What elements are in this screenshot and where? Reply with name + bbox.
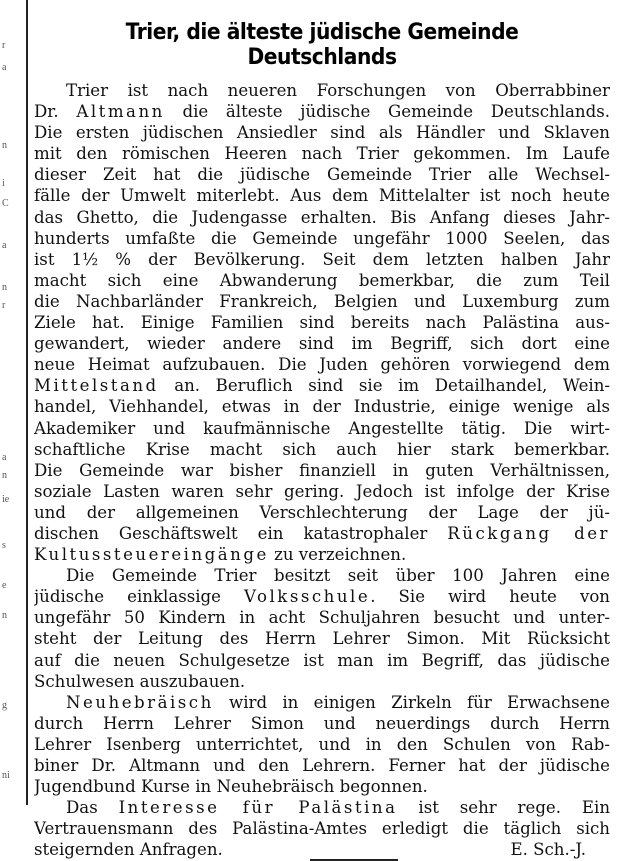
text-line: Schulwesen auszubauen. [34, 671, 246, 691]
text-line: macht sich eine Abwanderung bemerkbar, die zum Teil [34, 270, 610, 290]
text-line: und der allgemeinen Verschlechterung der Lage der jü- [34, 502, 610, 522]
text-line: Lehrer Isenberg unterrichtet, und in den Schulen von Rab- [34, 734, 610, 754]
text-line: fälle der Umwelt miterlebt. Aus dem Mittelalter ist noch heute [34, 186, 610, 206]
spaced-emphasis: Rückgang der [447, 523, 610, 543]
text-line: steht der Leitung des Herrn Lehrer Simon. Mit Rücksicht [34, 629, 610, 649]
text-line: Jugendbund Kurse in Neuhebräisch begonnen. [34, 777, 428, 797]
text-line: auf die neuen Schulgesetze ist man im Begriff, das jüdische [34, 650, 610, 670]
author-signature: E. Sch.-J. [510, 840, 586, 860]
spaced-emphasis: Kultussteuereingänge [34, 545, 269, 565]
column-divider [26, 0, 28, 805]
paragraph [34, 797, 610, 860]
margin-fragment: ie [2, 494, 10, 505]
text-run: an. Beruflich sind sie im Detailhandel, Wein- [158, 376, 610, 396]
text-line: ist 1½ % der Bevölkerung. Seit dem letzten halben Jahr [34, 249, 610, 269]
text-line: Trier ist nach neueren Forschungen von Oberrabbiner [66, 81, 610, 100]
text-line [34, 692, 610, 713]
paragraph [34, 692, 610, 797]
spaced-emphasis: Volksschule [244, 587, 371, 607]
margin-fragment: s [2, 540, 6, 551]
margin-fragment: r [2, 300, 6, 311]
margin-fragment: ni [2, 770, 10, 781]
text-line: dieser Zeit hat die jüdische Gemeinde Trier alle Wechsel- [34, 165, 610, 185]
article-headline: Trier, die älteste jüdische Gemeinde Deutschlands [125, 20, 519, 70]
margin-fragment: C [2, 198, 9, 209]
text-run: ist sehr rege. Ein [397, 798, 610, 818]
text-run: wird in einigen Zirkeln für Erwachsene [213, 692, 610, 712]
text-run: Das [66, 798, 119, 818]
text-line: steigernden Anfragen. [34, 840, 223, 860]
margin-fragment: i [2, 178, 5, 189]
text-line: soziale Lasten waren sehr gering. Jedoch ist infolge der Krise [34, 481, 610, 501]
text-line: Die ersten jüdischen Ansiedler sind als Händler und Sklaven [34, 123, 610, 143]
text-line [34, 101, 610, 122]
spaced-emphasis: Mittelstand [34, 376, 159, 396]
left-margin-fragments [0, 0, 14, 805]
text-line: handel, Viehhandel, etwas in der Industrie, einige wenige als [34, 397, 610, 417]
text-line: hunderts umfaßte die Gemeinde ungefähr 1000 Seelen, das [34, 228, 610, 248]
margin-fragment: e [2, 580, 7, 591]
text-line: Vertrauensmann des Palästina-Amtes erledigt die täglich sich [34, 819, 610, 839]
text-line: durch Herrn Lehrer Simon und neuerdings durch Herrn [34, 713, 610, 733]
text-line: neue Heimat aufzubauen. Die Juden gehören vorwiegend dem [34, 355, 610, 375]
margin-fragment: g [2, 700, 7, 711]
text-run: jüdische einklassige [34, 587, 245, 607]
paragraph [34, 80, 610, 565]
margin-fragment: r [2, 40, 6, 51]
text-run: zu verzeichnen. [268, 545, 407, 565]
text-line: Die Gemeinde war bisher finanziell in guten Verhältnissen, [34, 460, 610, 480]
spaced-emphasis: Neuhebräisch [66, 692, 214, 712]
margin-fragment: n [2, 282, 7, 293]
margin-fragment: a [2, 452, 7, 463]
text-line: das Ghetto, die Judengasse erhalten. Bis Anfang dieses Jahr- [34, 207, 610, 227]
text-line [34, 586, 610, 607]
text-line: mit den römischen Heeren nach Trier gekommen. Im Laufe [34, 144, 610, 164]
spaced-emphasis: Altmann [76, 102, 165, 122]
margin-fragment: n [2, 610, 7, 621]
text-run: die älteste jüdische Gemeinde Deutschlands. [164, 102, 610, 122]
text-line [34, 375, 610, 396]
text-line [34, 544, 610, 565]
closing-row [34, 839, 610, 860]
text-line: gewandert, wieder andere sind im Begriff, sich dort eine [34, 334, 610, 354]
text-line: Akademiker und kaufmännische Angestellte tätig. Die wirt- [34, 418, 610, 438]
text-line: ungefähr 50 Kindern in acht Schuljahren besucht und unter- [34, 608, 610, 628]
margin-fragment: a [2, 240, 7, 251]
margin-fragment: n [2, 140, 7, 151]
article-body [34, 80, 610, 860]
paragraph [34, 565, 610, 692]
text-line: Die Gemeinde Trier besitzt seit über 100 Jahren eine [66, 566, 610, 586]
text-line: die Nachbarländer Frankreich, Belgien und Luxemburg zum [34, 291, 610, 311]
margin-fragment: a [2, 62, 7, 73]
text-line [34, 523, 610, 544]
article [34, 20, 610, 860]
spaced-emphasis: Interesse für Palästina [118, 798, 398, 818]
text-line: schaftliche Krise macht sich auch hier stark bemerkbar. [34, 439, 610, 459]
text-line: biner Dr. Altmann und den Lehrern. Ferner hat der jüdische [34, 756, 610, 775]
text-line: Ziele hat. Einige Familien sind bereits nach Palästina aus- [34, 313, 610, 333]
text-run: dischen Geschäftswelt ein katastrophaler [34, 523, 448, 543]
text-line [34, 797, 610, 818]
text-run: . Sie wird heute von [370, 587, 610, 607]
margin-fragment: n [2, 470, 7, 481]
text-run: Dr. [34, 102, 77, 122]
